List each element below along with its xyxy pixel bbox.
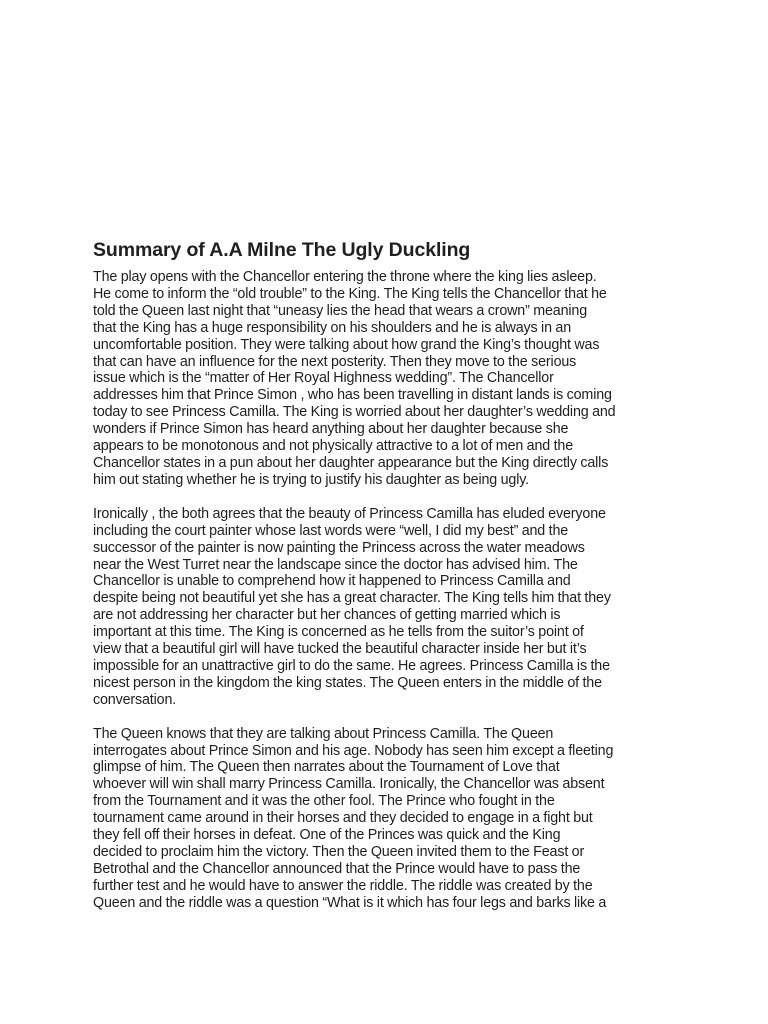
text-line: nicest person in the kingdom the king states. The Queen enters in the middle of the bbox=[93, 674, 602, 691]
text-line: Betrothal and the Chancellor announced that the Prince would have to pass the bbox=[93, 860, 581, 877]
text-line: told the Queen last night that “uneasy lies the head that wears a crown” meaning bbox=[93, 302, 588, 319]
text-line: The Queen knows that they are talking about Princess Camilla. The Queen bbox=[93, 725, 554, 742]
paragraph-3 bbox=[93, 726, 681, 912]
text-line: important at this time. The King is concerned as he tells from the suitor’s point of bbox=[93, 624, 584, 641]
text-line: addresses him that Prince Simon , who has been travelling in distant lands is coming bbox=[93, 387, 612, 404]
text-line: from the Tournament and it was the other fool. The Prince who fought in the bbox=[93, 793, 555, 810]
text-line: whoever will win shall marry Princess Camilla. Ironically, the Chancellor was absent bbox=[93, 776, 605, 793]
paragraph-1 bbox=[93, 269, 681, 489]
text-line: near the West Turret near the landscape since the doctor has advised him. The bbox=[93, 556, 578, 573]
text-line: Queen and the riddle was a question “What is it which has four legs and barks like a bbox=[93, 894, 607, 911]
text-line: today to see Princess Camilla. The King is worried about her daughter’s wedding and bbox=[93, 404, 616, 421]
text-line: conversation. bbox=[93, 691, 177, 708]
text-line: are not addressing her character but her chances of getting married which is bbox=[93, 607, 561, 624]
text-line: interrogates about Prince Simon and his age. Nobody has seen him except a fleeting bbox=[93, 742, 614, 759]
text-line: they fell off their horses in defeat. One of the Princes was quick and the King bbox=[93, 827, 561, 844]
text-line: Chancellor states in a pun about her daughter appearance but the King directly calls bbox=[93, 454, 609, 471]
text-line: that can have an influence for the next posterity. Then they move to the serious bbox=[93, 353, 577, 370]
text-line: view that a beautiful girl will have tucked the beautiful character inside her but it’s bbox=[93, 641, 587, 658]
text-line: decided to proclaim him the victory. Then the Queen invited them to the Feast or bbox=[93, 844, 585, 860]
text-line: that the King has a huge responsibility on his shoulders and he is always in an bbox=[93, 319, 571, 336]
text-line: including the court painter whose last words were “well, I did my best” and the bbox=[93, 522, 569, 539]
document-content bbox=[93, 238, 681, 929]
text-line: successor of the painter is now painting the Princess across the water meadows bbox=[93, 539, 585, 556]
text-line: glimpse of him. The Queen then narrates about the Tournament of Love that bbox=[93, 759, 560, 776]
document-title: Summary of A.A Milne The Ugly Duckling bbox=[93, 239, 471, 261]
text-line: him out stating whether he is trying to justify his daughter as being ugly. bbox=[93, 471, 529, 488]
text-line: issue which is the “matter of Her Royal Highness wedding”. The Chancellor bbox=[93, 370, 554, 387]
text-line: uncomfortable position. They were talking about how grand the King’s thought was bbox=[93, 336, 600, 353]
text-line: The play opens with the Chancellor entering the throne where the king lies asleep. bbox=[93, 269, 597, 285]
text-line: Ironically , the both agrees that the beauty of Princess Camilla has eluded everyone bbox=[93, 505, 606, 522]
text-line: appears to be monotonous and not physically attractive to a lot of men and the bbox=[93, 438, 574, 455]
paragraph-2 bbox=[93, 506, 681, 709]
text-line: further test and he would have to answer the riddle. The riddle was created by the bbox=[93, 877, 593, 894]
text-line: He come to inform the “old trouble” to the King. The King tells the Chancellor that he bbox=[93, 285, 607, 302]
text-line: impossible for an unattractive girl to do the same. He agrees. Princess Camilla is the bbox=[93, 657, 610, 674]
text-line: Chancellor is unable to comprehend how it happened to Princess Camilla and bbox=[93, 573, 571, 590]
text-line: wonders if Prince Simon has heard anything about her daughter because she bbox=[93, 421, 569, 438]
text-line: tournament came around in their horses and they decided to engage in a fight but bbox=[93, 810, 593, 827]
text-line: despite being not beautiful yet she has a great character. The King tells him that they bbox=[93, 590, 611, 607]
